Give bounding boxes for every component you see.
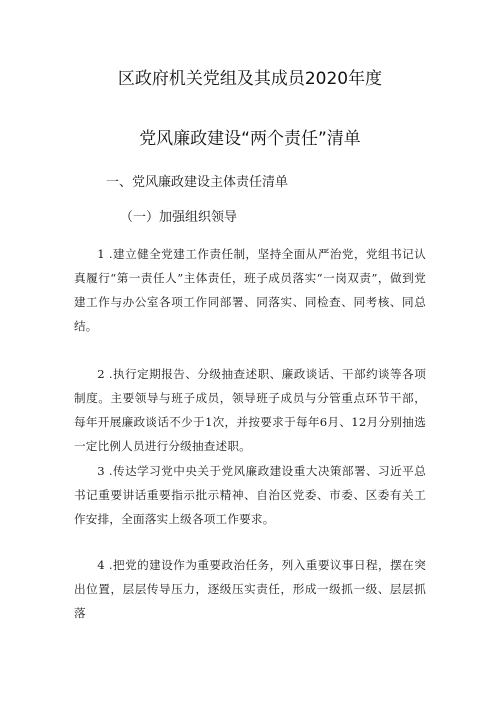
document-title-line-2: 党风廉政建设“两个责任”清单 xyxy=(139,129,361,149)
paragraph-1: 1 .建立健全党建工作责任制，坚持全面从严治党，党组书记认真履行“第一责任人”主体责任，班子成员落实“一岗双责”，做到党建工作与办公室各项工作同部署、同落实、同检查、同考核、同总结。 xyxy=(74,247,426,333)
document-title-line-1: 区政府机关党组及其成员2020年度 xyxy=(117,69,383,89)
paragraph-4: 4 .把党的建设作为重要政治任务，列入重要议事日程，摆在突出位置，层层传导压力，逐级压实责任，形成一级抓一级、层层抓落 xyxy=(74,558,426,620)
subsection-heading: （一）加强组织领导 xyxy=(120,210,238,225)
paragraph-2: 2 .执行定期报告、分级抽查述职、廉政谈话、干部约谈等各项制度。主要领导与班子成员，领导班子成员与分管重点环节干部，每年开展廉政谈话不少于1次，并按要求于每年6月、12月分别抽选一定比例人员进行分级抽查述职。 xyxy=(74,367,426,453)
section-heading: 一、党风廉政建设主体责任清单 xyxy=(106,175,289,190)
paragraph-3: 3 .传达学习党中央关于党风廉政建设重大决策部署、习近平总书记重要讲话重要指示批示精神、自治区党委、市委、区委有关工作安排，全面落实上级各项工作要求。 xyxy=(74,464,426,526)
